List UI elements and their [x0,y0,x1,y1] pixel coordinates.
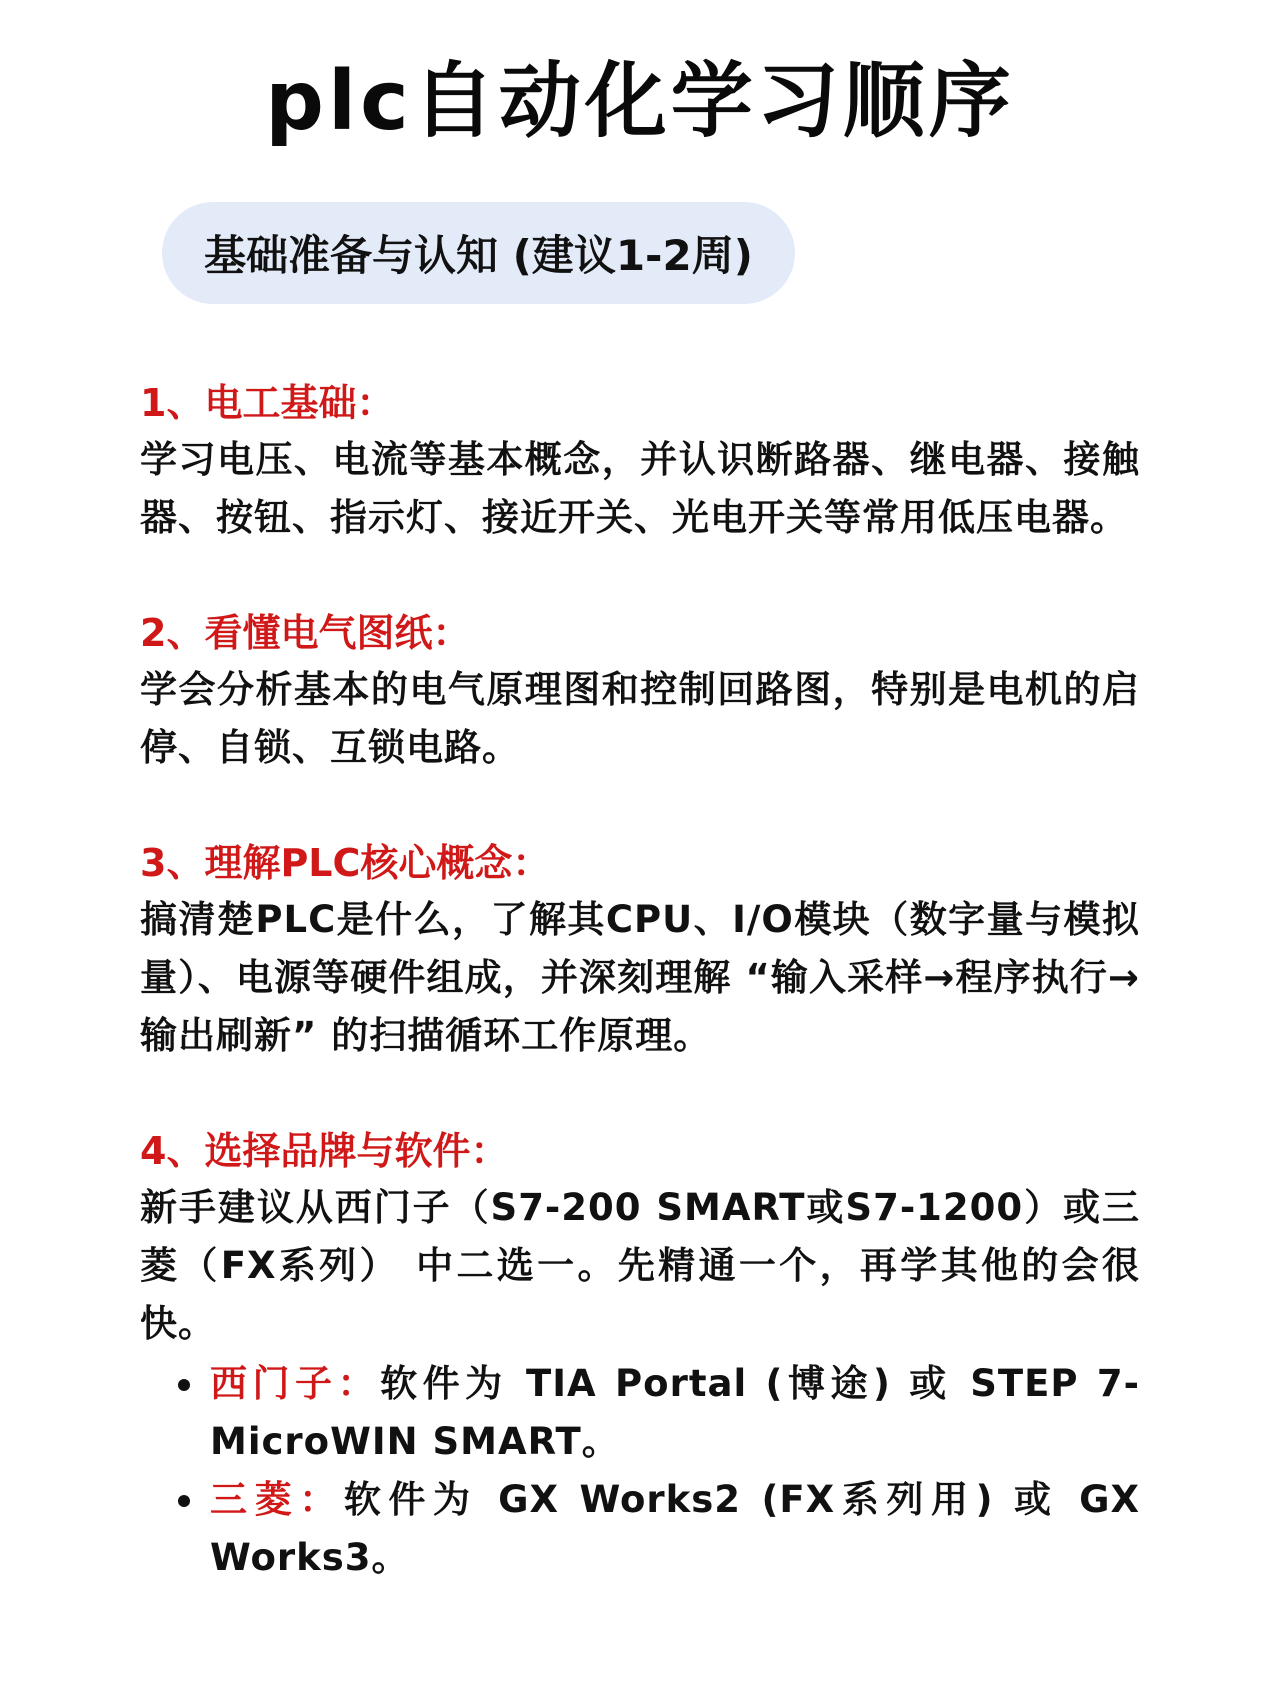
content [140,375,1140,1587]
software-list [140,1355,1140,1587]
bullet-text: 软件为 GX Works2 (FX系列用) 或 GX Works3。 [210,1478,1141,1579]
list-item-mitsubishi [140,1471,1140,1587]
item-body: 搞清楚PLC是什么，了解其CPU、I/O模块（数字量与模拟量）、电源等硬件组成，并深刻理解 “输入采样→程序执行→输出刷新” 的扫描循环工作原理。 [140,898,1140,1057]
section-badge [162,202,795,304]
item-body: 新手建议从西门子（S7-200 SMART或S7-1200）或三菱（FX系列） 中二选一。先精通一个，再学其他的会很快。 [140,1186,1140,1345]
section-badge-label: 基础准备与认知 (建议1-2周) [204,231,753,280]
bullet-brand: 三菱： [210,1478,344,1521]
item-heading: 2、看懂电气图纸： [140,611,471,655]
item-body: 学习电压、电流等基本概念，并认识断路器、继电器、接触器、按钮、指示灯、接近开关、光电开关等常用低压电器。 [140,438,1140,539]
item-heading: 4、选择品牌与软件： [140,1129,509,1173]
item-brand-software [140,1123,1140,1587]
bullet-text: 软件为 TIA Portal (博途) 或 STEP 7-MicroWIN SMART。 [210,1362,1140,1463]
page-title: plc自动化学习顺序 [265,54,1015,149]
item-electrical-basics [140,375,1140,547]
item-body: 学会分析基本的电气原理图和控制回路图，特别是电机的启停、自锁、互锁电路。 [140,668,1140,769]
bullet-dot-icon [178,1379,190,1391]
item-plc-concepts [140,835,1140,1065]
bullet-brand: 西门子： [210,1362,381,1405]
bullet-dot-icon [178,1495,190,1507]
item-heading: 3、理解PLC核心概念： [140,841,551,885]
item-read-drawings [140,605,1140,777]
item-heading: 1、电工基础： [140,381,395,425]
list-item-siemens [140,1355,1140,1471]
